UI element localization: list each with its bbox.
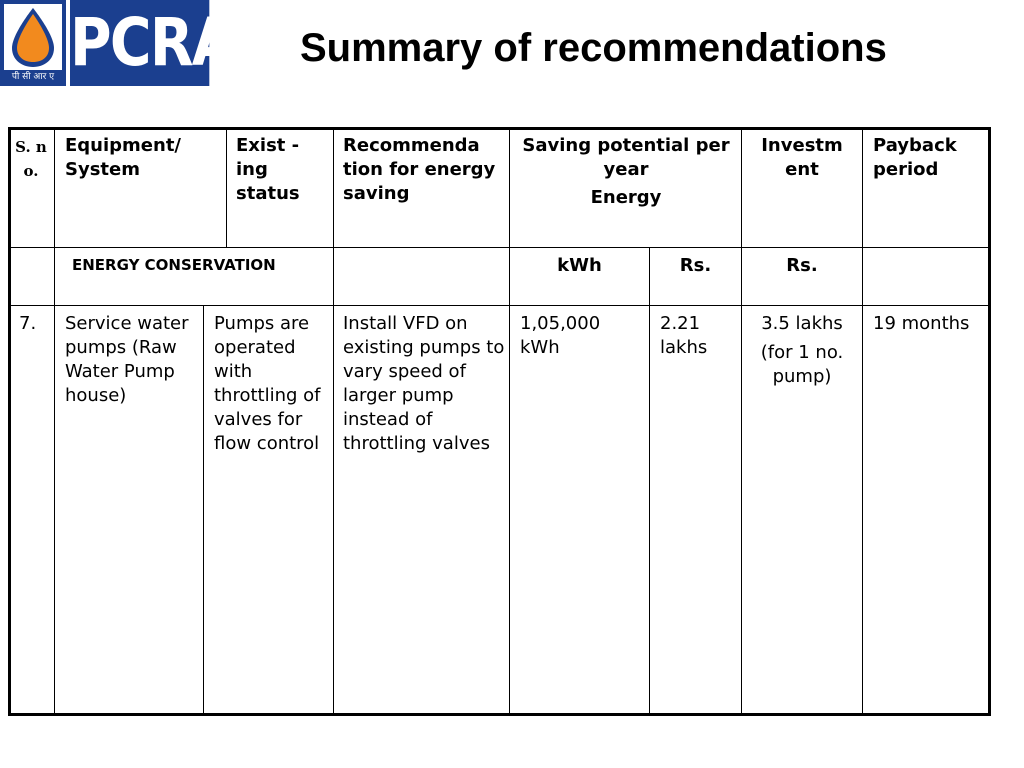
table-divider xyxy=(741,127,742,716)
header-investment: Investm ent xyxy=(761,135,843,180)
row-sno: 7. xyxy=(19,313,37,334)
header-recommendation: Recommenda tion for energy saving xyxy=(343,135,496,204)
page-title: Summary of recommendations xyxy=(300,26,887,70)
logo-drop-background xyxy=(4,4,62,70)
unit-kwh: kWh xyxy=(557,255,602,276)
table-divider xyxy=(54,127,55,716)
header-energy: Energy xyxy=(590,187,662,208)
logo-wordmark: PCRA xyxy=(70,0,209,86)
table-divider xyxy=(333,127,334,716)
table-divider xyxy=(226,127,227,247)
logo-hindi-text: पी सी आर ए xyxy=(11,72,55,82)
row-recommendation: Install VFD on existing pumps to vary speed of larger pump instead of throttling valves xyxy=(343,313,505,454)
row-equipment: Service water pumps (Raw Water Pump house) xyxy=(65,313,189,406)
header-sno: S. no. xyxy=(15,138,47,180)
header-payback-period: Payback period xyxy=(873,135,957,180)
header-equipment: Equipment/ System xyxy=(65,135,182,180)
header-saving-potential: Saving potential per year xyxy=(522,135,730,180)
header-existing-status: Exist -ing status xyxy=(236,135,300,204)
table-divider xyxy=(8,247,991,248)
unit-rs-saving: Rs. xyxy=(679,255,712,276)
unit-rs-investment: Rs. xyxy=(786,255,818,276)
row-rs-saving: 2.21 lakhs xyxy=(660,313,708,358)
section-label: ENERGY CONSERVATION xyxy=(72,256,276,274)
table-divider xyxy=(8,305,991,306)
table-divider xyxy=(509,127,510,716)
table-divider xyxy=(862,127,863,716)
pcra-logo xyxy=(0,0,235,86)
row-investment: 3.5 lakhs xyxy=(761,313,843,334)
row-kwh-saving: 1,05,000 kWh xyxy=(520,313,601,358)
row-existing-status: Pumps are operated with throttling of valves for flow control xyxy=(214,313,321,454)
row-investment-note: (for 1 no. pump) xyxy=(760,342,844,387)
logo-drop-box xyxy=(0,0,66,86)
table-divider xyxy=(649,247,650,716)
row-payback: 19 months xyxy=(873,313,970,334)
table-divider xyxy=(203,305,204,716)
oil-drop-icon xyxy=(4,4,62,70)
